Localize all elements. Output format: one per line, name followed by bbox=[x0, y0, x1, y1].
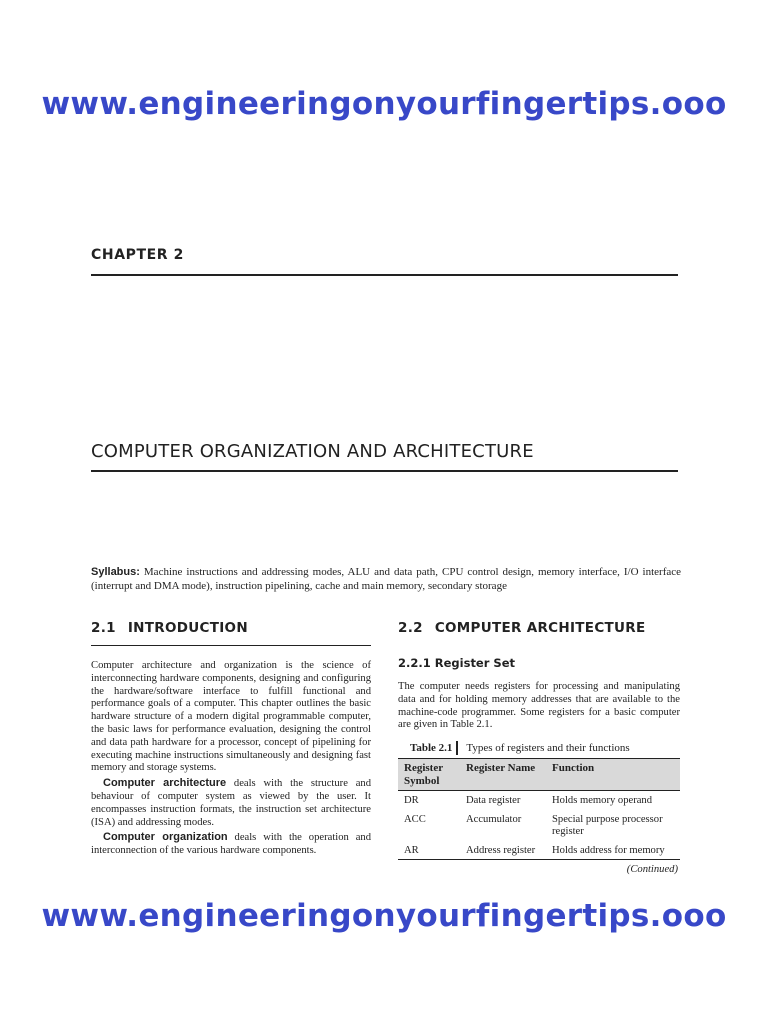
syllabus-text: Machine instructions and addressing modes, ALU and data path, CPU control design, memory interface, I/O interface (interrupt and DMA mode), instruction pipelining, cache and main memory, secondary storage bbox=[91, 566, 681, 592]
register-set-heading bbox=[398, 656, 680, 670]
header-register-name: Register Name bbox=[466, 762, 536, 775]
subsection-title: Register Set bbox=[434, 656, 515, 670]
section-number: 2.1 bbox=[91, 620, 116, 636]
cell-function: Holds address for memory bbox=[552, 844, 665, 856]
cell-name: Accumulator bbox=[466, 813, 522, 825]
table-caption bbox=[398, 741, 680, 755]
cell-function: Special purpose processor register bbox=[552, 813, 663, 838]
architecture-paragraph-1: The computer needs registers for processing and manipulating data and for holding memory addresses that are available to the machine-code programmer. Some registers for a basic computer are given in Table 2.1. bbox=[398, 681, 680, 731]
continued-text: (Continued) bbox=[626, 864, 678, 876]
section-number: 2.2 bbox=[398, 620, 423, 636]
watermark-top: www.engineeringonyourfingertips.ooo bbox=[41, 86, 727, 122]
architecture-heading bbox=[398, 620, 680, 636]
cell-symbol: ACC bbox=[404, 813, 426, 825]
section-rule bbox=[91, 645, 371, 646]
introduction-paragraph-3 bbox=[91, 831, 371, 858]
cell-name: Address register bbox=[466, 844, 536, 856]
architecture-section bbox=[398, 620, 680, 875]
register-table bbox=[398, 758, 680, 860]
table-header-row bbox=[398, 759, 680, 791]
term-computer-architecture: Computer architecture bbox=[103, 777, 227, 790]
header-function: Function bbox=[552, 762, 595, 775]
syllabus-label: Syllabus: bbox=[91, 566, 140, 578]
chapter-title: COMPUTER ORGANIZATION AND ARCHITECTURE bbox=[91, 441, 534, 462]
syllabus bbox=[91, 565, 681, 593]
title-rule bbox=[91, 470, 678, 472]
cell-symbol: AR bbox=[404, 844, 419, 856]
caption-divider bbox=[456, 741, 458, 755]
cell-name: Data register bbox=[466, 795, 521, 807]
introduction-section bbox=[91, 620, 371, 858]
term-computer-organization: Computer organization bbox=[103, 831, 228, 844]
table-caption-text: Types of registers and their functions bbox=[466, 742, 630, 755]
table-row bbox=[398, 791, 680, 810]
cell-function: Holds memory operand bbox=[552, 795, 653, 807]
chapter-rule bbox=[91, 274, 678, 276]
section-title: COMPUTER ARCHITECTURE bbox=[434, 620, 646, 636]
paragraph-text: deals with the operation and interconnection of the various hardware components. bbox=[91, 832, 371, 857]
subsection-number: 2.2.1 bbox=[398, 656, 431, 670]
table-continued-note bbox=[398, 864, 680, 875]
cell-symbol: DR bbox=[404, 795, 419, 807]
table-row bbox=[398, 810, 680, 841]
introduction-paragraph-1: Computer architecture and organization is the science of interconnecting hardware components, designing and configuring the hardware/software interface to fulfill functional and performance goals of a computer. This chapter outlines the basic hardware structure of a modern digital programmable computer, the basic laws for performance evaluation, designing the control and data path hardware for a processor, concept of pipelining for executing machine instructions simultaneously and designing fast memory and storage systems. bbox=[91, 660, 371, 774]
table-label: Table 2.1 bbox=[410, 742, 453, 755]
introduction-paragraph-2 bbox=[91, 777, 371, 829]
section-title: INTRODUCTION bbox=[127, 620, 248, 636]
watermark-bottom: www.engineeringonyourfingertips.ooo bbox=[41, 898, 727, 934]
table-row bbox=[398, 841, 680, 860]
paragraph-text: deals with the structure and behaviour of computer system as viewed by the user. It encompasses instruction formats, the instruction set architecture (ISA) and addressing modes. bbox=[91, 778, 371, 828]
introduction-heading bbox=[91, 620, 371, 636]
chapter-label: CHAPTER 2 bbox=[91, 247, 184, 263]
header-register-symbol: Register Symbol bbox=[404, 762, 443, 787]
